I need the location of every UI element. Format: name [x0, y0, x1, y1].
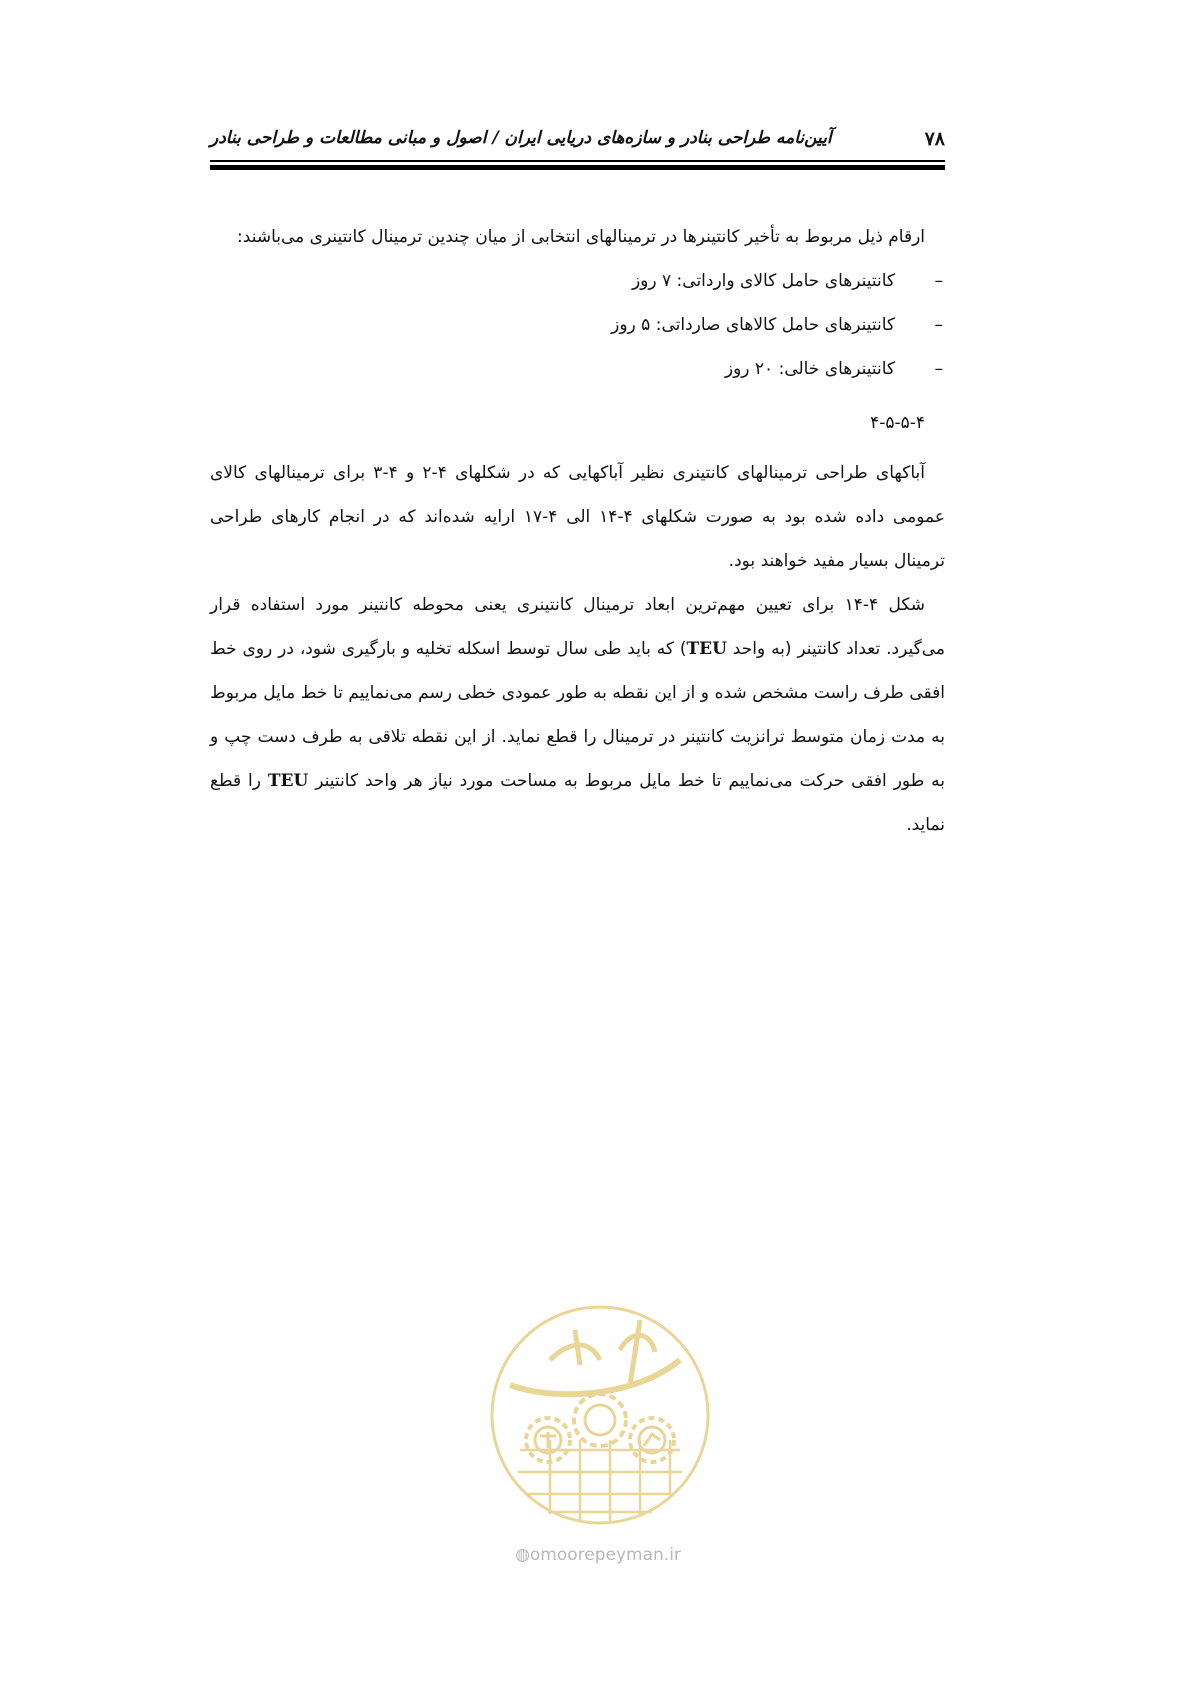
teu-unit: TEU	[267, 771, 309, 791]
watermark-url-text: omoorepeyman.ir	[529, 1545, 681, 1565]
watermark-logo	[480, 1290, 720, 1540]
paragraph-text: ) که باید طی سال توسط اسکله تخلیه و بارگیری شود، در روی خط افقی طرف راست مشخص شده و از این نقطه به طور عمودی خطی رسم می‌نماییم تا خط مایل مربوط به مدت زمان متوسط ترانزیت کانتینر در ترمینال را قطع نماید. از این نقطه تلاقی به طرف دست چپ و به طور افقی حرکت می‌نماییم تا خط مایل مربوط به مساحت مورد نیاز هر واحد کانتینر	[210, 639, 945, 791]
list-dash: –	[934, 315, 943, 335]
body-text	[210, 215, 945, 847]
list-item	[210, 347, 945, 391]
watermark-url	[478, 1545, 718, 1565]
section-number: ۴-۵-۵-۴	[870, 413, 925, 433]
paragraph-abacus: آباکهای طراحی ترمینالهای کانتینری نظیر آباکهایی که در شکلهای ۴-۲ و ۴-۳ برای ترمینالهای کالای عمومی داده شده بود به صورت شکلهای ۴-۱۴ الی ۴-۱۷ ارایه شده‌اند که در انجام کارهای طراحی ترمینال بسیار مفید خواهند بود.	[210, 463, 945, 571]
watermark-emblem-icon	[480, 1290, 720, 1540]
header-rule-thick	[210, 165, 945, 170]
globe-icon: ◍	[515, 1545, 530, 1565]
intro-paragraph: ارقام ذیل مربوط به تأخیر کانتینرها در ترمینالهای انتخابی از میان چندین ترمینال کانتینری می‌باشند:	[237, 227, 925, 247]
page-number: ۷۸	[924, 128, 945, 150]
paragraph-figure-explanation	[210, 583, 945, 847]
teu-unit: TEU	[686, 639, 727, 659]
list-item-text: کانتینرهای حامل کالاهای صارداتی: ۵ روز	[611, 315, 895, 335]
list-item	[210, 259, 945, 303]
header-rule-thin	[210, 160, 945, 162]
page-header	[210, 128, 945, 158]
list-dash: –	[934, 359, 943, 379]
list-item	[210, 303, 945, 347]
list-item-text: کانتینرهای حامل کالای وارداتی: ۷ روز	[631, 271, 895, 291]
list-dash: –	[934, 271, 943, 291]
running-title: آیین‌نامه طراحی بنادر و سازه‌های دریایی ایران / اصول و مبانی مطالعات و طراحی بنادر	[210, 128, 832, 148]
delay-list	[210, 259, 945, 391]
paragraph-text: شکل ۴-۱۴ برای تعیین مهم‌ترین ابعاد ترمینال کانتینری یعنی محوطه کانتینر مورد استفاده قرار می‌گیرد. تعداد کانتینر (به واحد	[210, 595, 945, 659]
paragraph-text: را قطع نماید.	[210, 771, 945, 835]
list-item-text: کانتینرهای خالی: ۲۰ روز	[724, 359, 895, 379]
